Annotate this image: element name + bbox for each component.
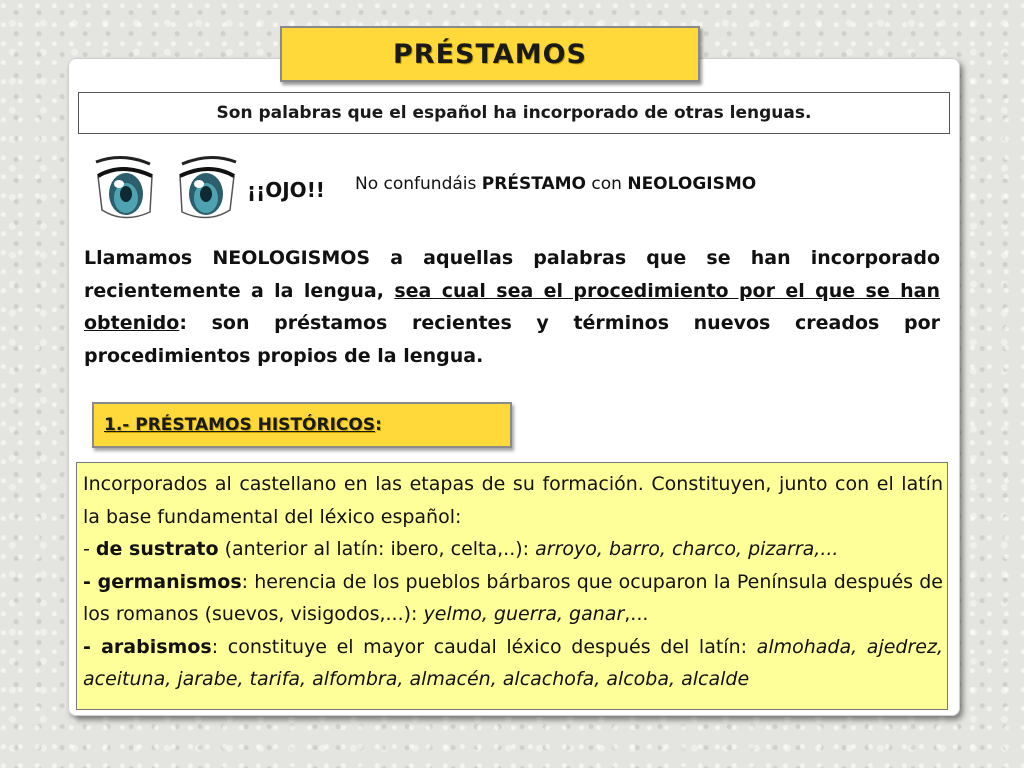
section-heading-text: 1.- PRÉSTAMOS HISTÓRICOS bbox=[104, 415, 376, 435]
right-eye-icon bbox=[180, 157, 236, 217]
definition-text: Son palabras que el español ha incorporado de otras lenguas. bbox=[216, 103, 812, 123]
warning-text bbox=[355, 174, 756, 194]
historicos-intro: Incorporados al castellano en las etapas de su formación. Constituyen, junto con el latín la base fundamental del léxico español: bbox=[83, 473, 943, 528]
item-term: germanismos bbox=[97, 570, 242, 593]
item-dash: - bbox=[83, 570, 98, 593]
warning-pre: No confundáis bbox=[355, 174, 482, 194]
warning-term-prestamo: PRÉSTAMO bbox=[481, 174, 586, 194]
warning-label: ¡¡OJO!! bbox=[247, 178, 325, 202]
warning-mid: con bbox=[586, 174, 628, 194]
item-dash: - bbox=[83, 635, 102, 658]
anime-eyes-icon bbox=[92, 150, 240, 230]
item-desc: : constituye el mayor caudal léxico después del latín: bbox=[211, 635, 757, 658]
page-title bbox=[280, 26, 700, 82]
item-examples: almohada, ajedrez, aceituna, jarabe, tarifa, alfombra, almacén, alcachofa, alcoba, alcalde bbox=[83, 635, 943, 690]
left-eye-icon bbox=[96, 157, 152, 217]
item-dash: - bbox=[83, 538, 96, 560]
list-item bbox=[83, 566, 943, 631]
neologismos-rest: : son préstamos recientes y términos nuevos creados por procedimientos propios de la lengua. bbox=[84, 312, 940, 367]
section-heading-colon: : bbox=[375, 415, 382, 435]
section-heading bbox=[92, 402, 512, 448]
list-item bbox=[83, 533, 943, 566]
item-term: de sustrato bbox=[95, 538, 219, 560]
item-examples: arroyo, barro, charco, pizarra,... bbox=[535, 538, 839, 560]
list-item bbox=[83, 631, 943, 696]
item-desc: (anterior al latín: ibero, celta,..): bbox=[218, 538, 536, 560]
historicos-box bbox=[76, 462, 948, 710]
neologismos-underlined: sea cual sea el procedimiento por el que se han obtenido bbox=[84, 279, 940, 334]
item-suffix: ,... bbox=[624, 603, 649, 625]
neologismos-paragraph bbox=[84, 242, 940, 372]
item-term: arabismos bbox=[101, 635, 212, 658]
item-examples: yelmo, guerra, ganar bbox=[423, 603, 625, 625]
page-title-text: PRÉSTAMOS bbox=[393, 38, 587, 70]
definition-box bbox=[78, 92, 950, 134]
neologismos-intro: Llamamos NEOLOGISMOS a aquellas palabras que se han incorporado recientemente a la lengua, bbox=[84, 247, 940, 302]
warning-term-neologismo: NEOLOGISMO bbox=[627, 174, 757, 194]
item-desc: : herencia de los pueblos bárbaros que ocuparon la Península después de los romanos (suevos, visigodos,...): bbox=[83, 570, 943, 625]
